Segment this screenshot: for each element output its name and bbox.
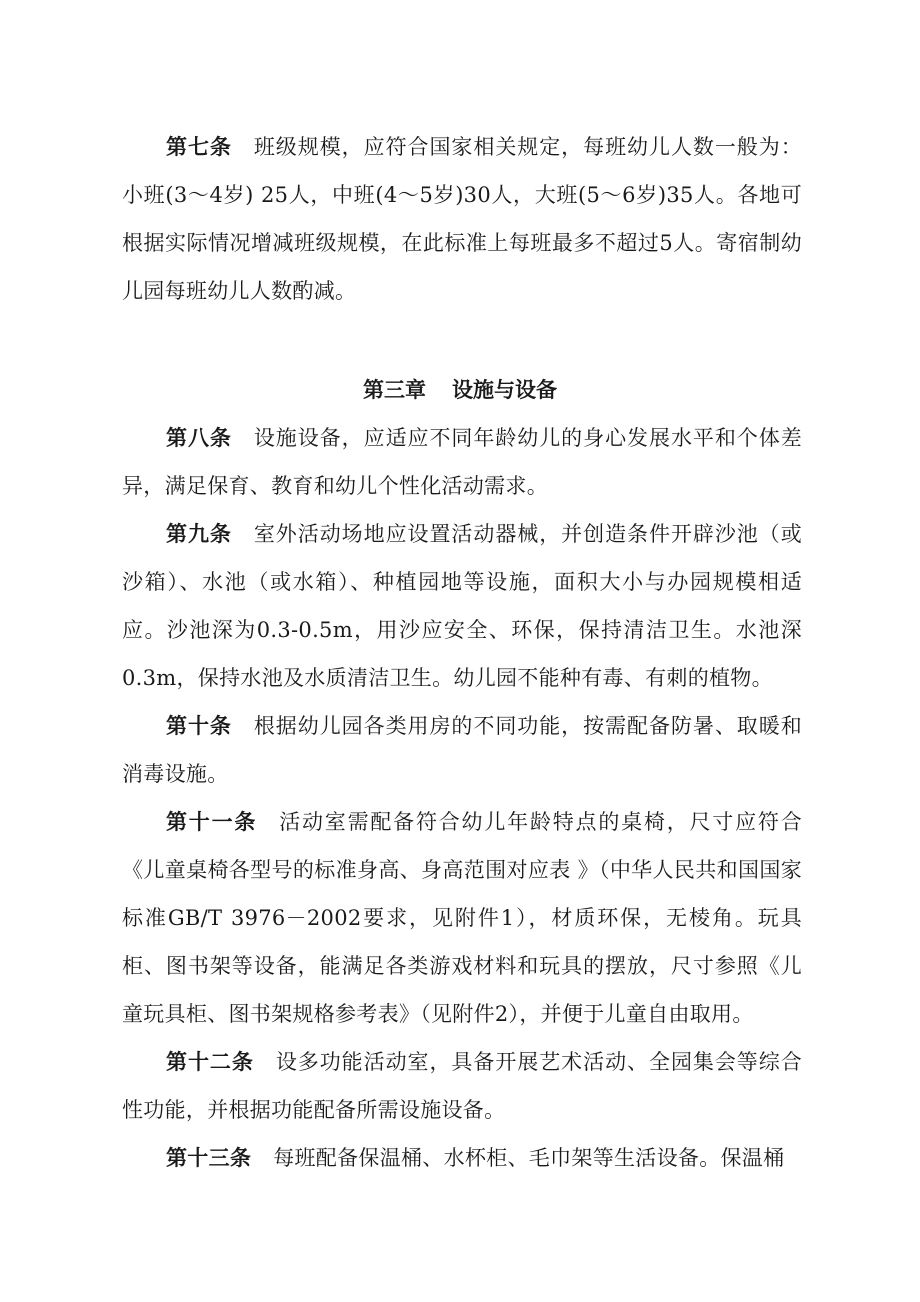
article-9-label: 第九条 (166, 521, 232, 546)
article-12-label: 第十二条 (166, 1049, 254, 1074)
article-10-text: 根据幼儿园各类用房的不同功能，按需配备防暑、取暖和消毒设施。 (122, 714, 802, 786)
article-9 (122, 510, 802, 702)
article-13-text: 每班配备保温桶、水杯柜、毛巾架等生活设备。保温桶 (273, 1146, 785, 1170)
chapter-title: 设施与设备 (452, 377, 557, 402)
chapter-heading (0, 366, 920, 414)
article-11 (122, 798, 802, 1038)
article-10-label: 第十条 (166, 713, 232, 738)
article-7-text: 班级规模，应符合国家相关规定，每班幼儿人数一般为：小班(3～4岁) 25人，中班(4～5岁)30人，大班(5～6岁)35人。各地可根据实际情况增减班级规模，在此标准上每班最多不超过5人。寄宿制幼儿园每班幼儿人数酌减。 (122, 135, 802, 303)
chapter-number: 第三章 (363, 377, 426, 402)
article-8-label: 第八条 (166, 425, 232, 450)
article-12 (122, 1038, 802, 1134)
article-13-label: 第十三条 (166, 1145, 252, 1170)
article-7-label: 第七条 (166, 134, 232, 159)
article-7 (122, 123, 802, 315)
article-9-text: 室外活动场地应设置活动器械，并创造条件开辟沙池（或沙箱）、水池（或水箱）、种植园地等设施，面积大小与办园规模相适应。沙池深为0.3-0.5m，用沙应安全、环保，保持清洁卫生。水池深0.3m，保持水池及水质清洁卫生。幼儿园不能种有毒、有刺的植物。 (122, 522, 802, 690)
article-13 (122, 1134, 802, 1182)
article-10 (122, 702, 802, 798)
article-11-text: 活动室需配备符合幼儿年龄特点的桌椅，尺寸应符合《儿童桌椅各型号的标准身高、身高范围对应表 》（中华人民共和国国家标准GB/T 3976－2002要求，见附件1），材质环保，无棱角。玩具柜、图书架等设备，能满足各类游戏材料和玩具的摆放，尺寸参照《儿童玩具柜、图书架规格参考表》（见附件2），并便于儿童自由取用。 (122, 810, 802, 1026)
article-12-text: 设多功能活动室，具备开展艺术活动、全园集会等综合性功能，并根据功能配备所需设施设备。 (122, 1050, 802, 1122)
article-8-text: 设施设备，应适应不同年龄幼儿的身心发展水平和个体差异，满足保育、教育和幼儿个性化活动需求。 (122, 426, 802, 498)
article-11-label: 第十一条 (166, 809, 258, 834)
article-8 (122, 414, 802, 510)
